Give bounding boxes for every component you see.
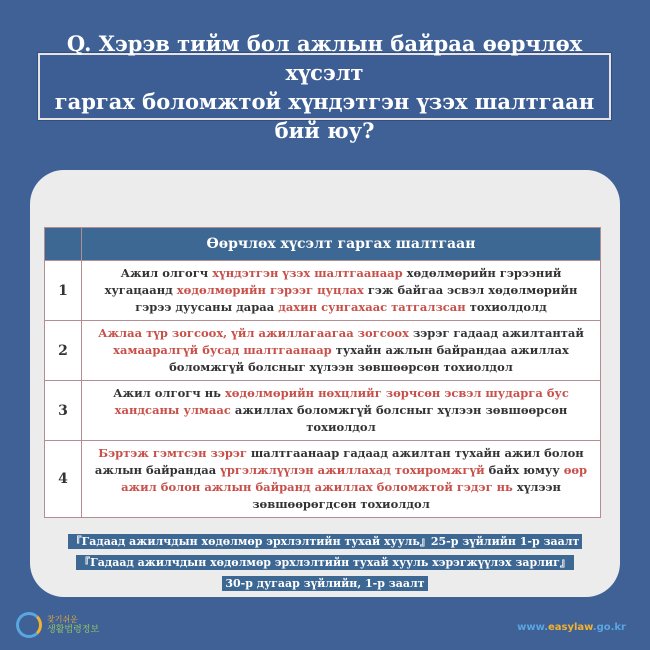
- highlighted-phrase: хөдөлмөрийн нөхцлийг зөрчсөн эсвэл шударга бус хандсаны улмаас: [114, 386, 569, 417]
- text-segment: ажиллах боломжгүй болсныг хүлээн зөвшөөрсөн тохиолдол: [230, 403, 568, 434]
- reference-1: 『Гадаад ажилчдын хөдөлмөр эрхлэлтийн тухай хууль』25-р зүйлийн 1-р заалт: [68, 534, 583, 549]
- highlighted-phrase: хамааралгүй бусад шалтгаанаар: [113, 343, 332, 357]
- question-title-line2: гаргах боломжтой хүндэтгэн үзэх шалтгаан бий юу?: [54, 88, 595, 143]
- reference-2-line1: 『Гадаад ажилчдын хөдөлмөр эрхлэлтийн тухай хууль хэрэгжүүлэх зарлиг』: [76, 555, 574, 570]
- text-segment: тохиолдолд: [465, 300, 547, 314]
- logo-line1: 찾기쉬운: [47, 615, 78, 624]
- text-segment: Ажил олгогч: [120, 266, 213, 280]
- text-segment: хүлээн зөвшөөрөгдсөн тохиолдол: [252, 480, 561, 511]
- content-card: [30, 170, 620, 597]
- text-segment: байх юмуу: [484, 463, 564, 477]
- url-suffix: .go.kr: [592, 622, 626, 633]
- highlighted-phrase: дахин сунгахаас татгалзсан: [278, 300, 466, 314]
- table-row: [45, 381, 601, 441]
- row-number: 2: [45, 321, 82, 381]
- easylaw-logo: [16, 612, 99, 638]
- logo-mark-icon: [16, 612, 42, 638]
- row-reason-text: [82, 381, 601, 441]
- highlighted-phrase: Ажлаа түр зогсоох, үйл ажиллагаагаа зогсоох: [98, 326, 409, 340]
- highlighted-phrase: Бэртэж гэмтсэн зэрэг: [98, 446, 247, 460]
- table-row: [45, 441, 601, 518]
- row-reason-text: [82, 441, 601, 518]
- highlighted-phrase: үргэлжлүүлэн ажиллахад тохиромжгүй: [220, 463, 485, 477]
- number-column-header: [45, 228, 82, 261]
- logo-line2: 생활법령정보: [47, 625, 100, 635]
- text-segment: гэж байгаа эсвэл хөдөлмөрийн гэрээ дуусаны дараа: [135, 283, 578, 314]
- highlighted-phrase: хөдөлмөрийн гэрээг цуцлах: [176, 283, 364, 297]
- reasons-table: [44, 227, 601, 518]
- row-reason-text: [82, 321, 601, 381]
- highlighted-phrase: өөр ажил болон ажлын байранд ажиллах боломжтой гэдэг нь: [121, 463, 588, 494]
- text-segment: хөдөлмөрийн гэрээний хугацаанд: [104, 266, 562, 297]
- question-title-box: [38, 30, 611, 143]
- row-number: 4: [45, 441, 82, 518]
- url-prefix: www.: [517, 622, 548, 633]
- reference-2-line2: 30-р дугаар зүйлийн, 1-р заалт: [222, 576, 427, 591]
- text-segment: шалтгаанаар гадаад ажилтан тухайн ажил болон ажлын байрандаа: [94, 446, 584, 477]
- row-number: 3: [45, 381, 82, 441]
- reasons-column-header: Өөрчлөх хүсэлт гаргах шалтгаан: [82, 228, 601, 261]
- legal-references: [30, 530, 620, 593]
- row-number: 1: [45, 261, 82, 321]
- text-segment: тухайн ажлын байрандаа ажиллах боломжгүй болсныг хүлээн зөвшөөрсөн тохиолдол: [169, 343, 569, 374]
- text-segment: Ажил олгогч нь: [113, 386, 225, 400]
- url-mid: easylaw: [548, 622, 593, 633]
- question-title-line1: Q. Хэрэв тийм бол ажлын байраа өөрчлөх хүсэлт: [66, 30, 583, 85]
- table-row: [45, 321, 601, 381]
- table-row: [45, 261, 601, 321]
- website-url[interactable]: [517, 622, 626, 633]
- highlighted-phrase: хүндэтгэн үзэх шалтгаанаар: [212, 266, 403, 280]
- row-reason-text: [82, 261, 601, 321]
- text-segment: зэрэг гадаад ажилтантай: [408, 326, 584, 340]
